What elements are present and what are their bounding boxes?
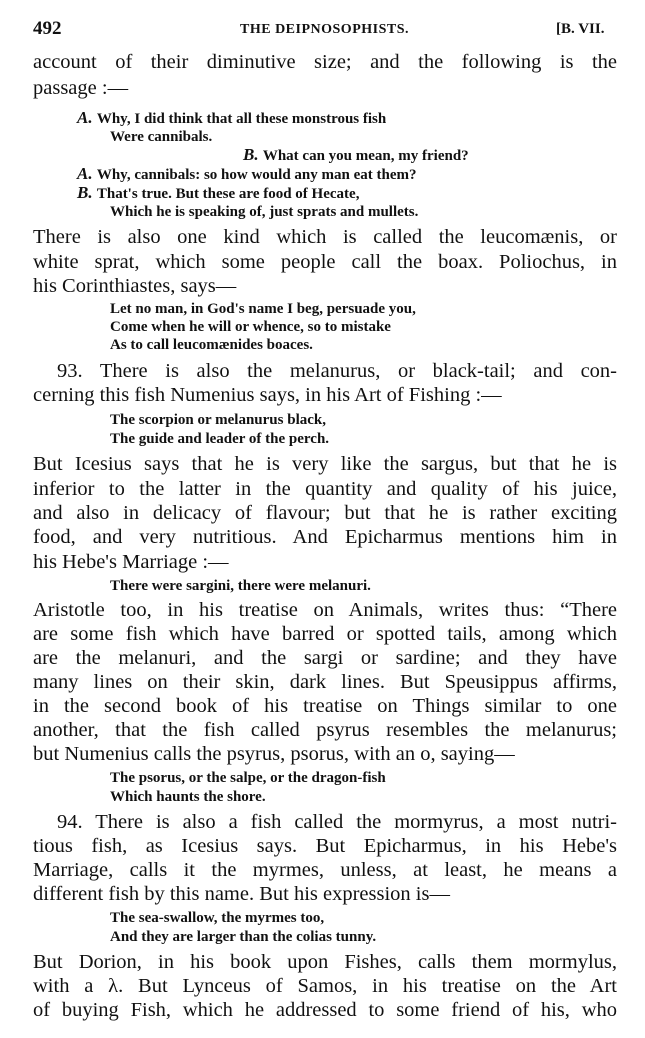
- line-text: tious fish, as Icesius says. But Epicharmus, in his Hebe's: [33, 835, 617, 857]
- line-text: his Corinthiastes, says—: [33, 275, 237, 297]
- line-text: There is also one kind which is called the leucomænis, or: [33, 226, 617, 248]
- line-text: Why, cannibals: so how would any man eat them?: [96, 167, 417, 183]
- text-line: [33, 718, 617, 742]
- text-line: [57, 810, 617, 834]
- line-text: cerning this fish Numenius says, in his Art of Fishing :—: [33, 384, 502, 406]
- text-line: [33, 225, 617, 249]
- line-text: passage :—: [33, 77, 129, 99]
- line-text: The psorus, or the salpe, or the dragon-fish: [110, 770, 386, 786]
- line-text: but Numenius calls the psyrus, psorus, with an o, saying—: [33, 743, 515, 765]
- line-text: Which haunts the shore.: [110, 789, 266, 805]
- text-line: [33, 670, 617, 694]
- text-line: [33, 646, 617, 670]
- line-text: Aristotle too, in his treatise on Animals, writes thus: “There: [33, 599, 617, 621]
- line-text: But Icesius says that he is very like the sargus, but that he is: [33, 453, 617, 475]
- line-text: many lines on their skin, dark lines. But Speusippus affirms,: [33, 671, 617, 693]
- text-line: [33, 974, 617, 998]
- line-text: As to call leucomænides boaces.: [110, 337, 313, 353]
- text-line: [33, 742, 515, 766]
- text-line: [33, 694, 617, 718]
- verse-line: [110, 203, 418, 221]
- verse-line: [110, 128, 212, 146]
- line-text: Why, I did think that all these monstrous fish: [96, 111, 387, 127]
- speaker-label: A.: [77, 164, 97, 183]
- line-text: But Dorion, in his book upon Fishes, calls them mormylus,: [33, 951, 617, 973]
- line-text: of buying Fish, which he addressed to some friend of his, who: [33, 999, 617, 1021]
- line-text: What can you mean, my friend?: [262, 148, 469, 164]
- verse-line: [110, 928, 376, 946]
- speaker-label: B.: [77, 183, 97, 202]
- text-line: [33, 50, 617, 74]
- verse-line: [110, 411, 326, 429]
- text-line: [57, 359, 617, 383]
- text-line: [33, 274, 236, 298]
- verse-line: [110, 300, 416, 318]
- line-text: different fish by this name. But his expression is—: [33, 883, 450, 905]
- line-text: are the melanuri, and the sargi or sardine; and they have: [33, 647, 617, 669]
- text-line: [33, 501, 617, 525]
- verse-line: [110, 788, 266, 806]
- text-line: [33, 998, 617, 1022]
- verse-line: [77, 165, 416, 184]
- text-line: [33, 550, 229, 574]
- text-line: [33, 477, 617, 501]
- verse-line: [110, 577, 371, 595]
- line-text: 94. There is also a fish called the mormyrus, a most nutri-: [57, 811, 617, 833]
- verse-line: [77, 184, 359, 203]
- line-text: Which he is speaking of, just sprats and mullets.: [110, 204, 419, 220]
- line-text: food, and very nutritious. And Epicharmus mentions him in: [33, 526, 617, 548]
- line-text: And they are larger than the colias tunny.: [110, 929, 377, 945]
- text-line: [33, 622, 617, 646]
- line-text: are some fish which have barred or spotted tails, among which: [33, 623, 617, 645]
- text-line: [33, 525, 617, 549]
- speaker-label: B.: [243, 145, 263, 164]
- line-text: 93. There is also the melanurus, or black-tail; and con-: [57, 360, 617, 382]
- text-line: [33, 76, 128, 100]
- running-title: THE DEIPNOSOPHISTS.: [240, 22, 409, 37]
- verse-line: [110, 769, 386, 787]
- text-line: [33, 834, 617, 858]
- line-text: another, that the fish called psyrus resembles the melanurus;: [33, 719, 617, 741]
- verse-line: [77, 109, 386, 128]
- line-text: in the second book of his treatise on Things similar to one: [33, 695, 617, 717]
- text-line: [33, 250, 617, 274]
- line-text: Were cannibals.: [110, 129, 213, 145]
- page-number: 492: [33, 18, 62, 39]
- line-text: Come when he will or whence, so to mistake: [110, 319, 391, 335]
- line-text: his Hebe's Marriage :—: [33, 551, 229, 573]
- line-text: and also in delicacy of flavour; but that he is rather exciting: [33, 502, 617, 524]
- line-text: with a λ. But Lynceus of Samos, in his treatise on the Art: [33, 975, 617, 997]
- line-text: inferior to the latter in the quantity and quality of his juice,: [33, 478, 617, 500]
- text-line: [33, 383, 502, 407]
- line-text: Let no man, in God's name I beg, persuade you,: [110, 301, 416, 317]
- line-text: The sea-swallow, the myrmes too,: [110, 910, 325, 926]
- line-text: white sprat, which some people call the boax. Poliochus, in: [33, 251, 617, 273]
- book-marker: [B. VII.: [556, 21, 605, 37]
- line-text: The scorpion or melanurus black,: [110, 412, 326, 428]
- text-line: [33, 950, 617, 974]
- verse-line: [110, 909, 324, 927]
- line-text: That's true. But these are food of Hecate,: [96, 186, 360, 202]
- verse-line: [110, 430, 329, 448]
- text-line: [33, 598, 617, 622]
- verse-line: [110, 336, 313, 354]
- line-text: account of their diminutive size; and the following is the: [33, 51, 617, 73]
- line-text: There were sargini, there were melanuri.: [110, 578, 371, 594]
- text-line: [33, 452, 617, 476]
- text-line: [33, 882, 450, 906]
- verse-line: [243, 146, 469, 165]
- line-text: The guide and leader of the perch.: [110, 431, 330, 447]
- verse-line: [110, 318, 391, 336]
- line-text: Marriage, calls it the myrmes, unless, at least, he means a: [33, 859, 617, 881]
- speaker-label: A.: [77, 108, 97, 127]
- text-line: [33, 858, 617, 882]
